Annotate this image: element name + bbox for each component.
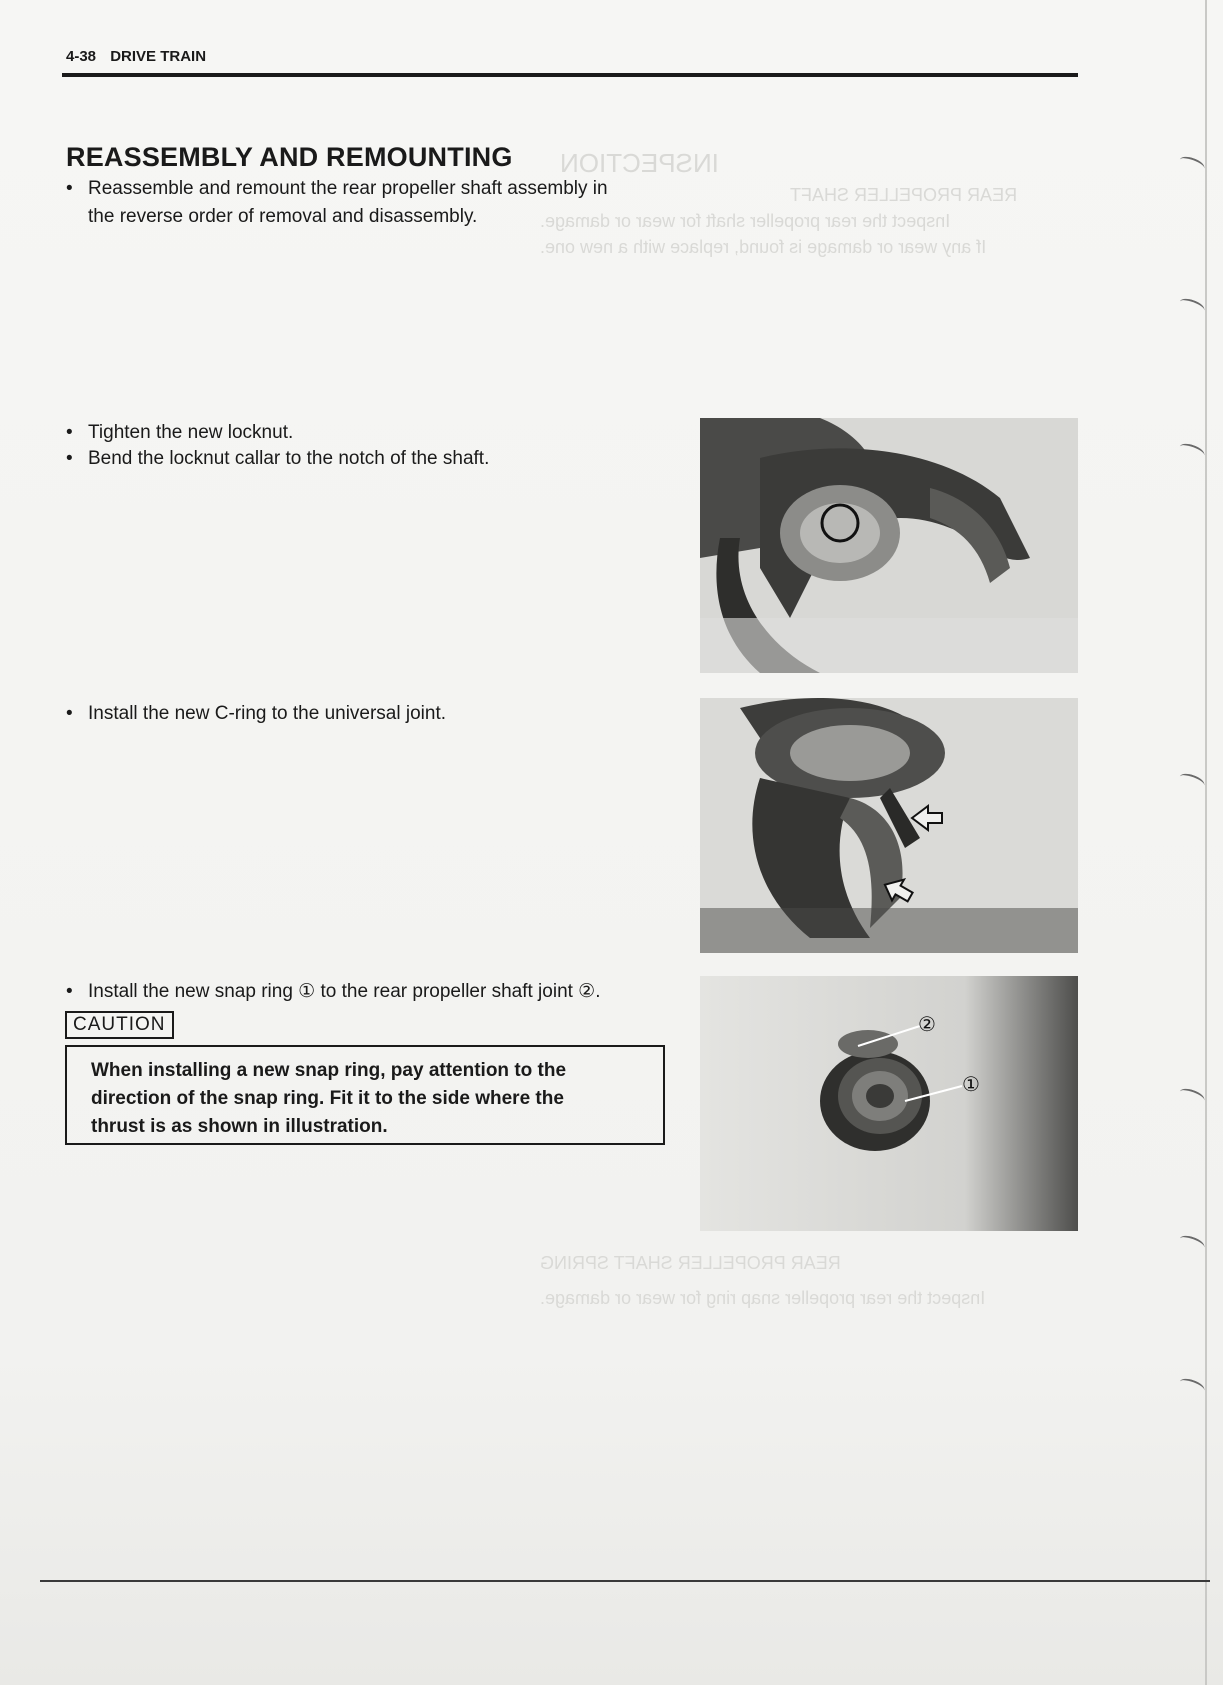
step-text: Install the new C-ring to the universal joint.: [88, 703, 447, 724]
bullet-marker: •: [66, 448, 73, 469]
photo-locknut: [700, 418, 1078, 673]
caution-text: direction of the snap ring. Fit it to the side where the: [91, 1088, 564, 1109]
show-through-text: REAR PROPELLER SHAFT SPRING: [540, 1253, 841, 1273]
caution-box: [65, 1045, 665, 1145]
caution-text: thrust is as shown in illustration.: [91, 1116, 388, 1137]
bullet-marker: •: [66, 422, 73, 443]
bottom-rule: [40, 1580, 1210, 1582]
caution-label: CAUTION: [65, 1011, 174, 1039]
show-through-text: Inspect the rear propeller shaft for wear or damage.: [540, 211, 951, 231]
bullet-marker: •: [66, 703, 73, 724]
step-text: Bend the locknut callar to the notch of the shaft.: [88, 448, 490, 469]
step-reassemble: [66, 175, 608, 231]
step-text: Install the new snap ring ① to the rear propeller shaft joint ②.: [88, 981, 601, 1002]
page-number: 4-38: [66, 48, 97, 65]
bullet-marker: •: [66, 178, 73, 199]
section-title: REASSEMBLY AND REMOUNTING: [66, 142, 513, 172]
show-through-text: REAR PROPELLER SHAFT: [790, 185, 1018, 205]
page-header: [66, 48, 206, 65]
step-install-c-ring: [66, 700, 446, 728]
show-through-text: If any wear or damage is found, replace with a new one.: [540, 237, 987, 257]
show-through-text: INSPECTION: [560, 148, 719, 178]
header-rule: [62, 73, 1078, 77]
step-text: Tighten the new locknut.: [88, 422, 294, 443]
photo-snap-ring: [700, 976, 1078, 1231]
caution-text: When installing a new snap ring, pay attention to the: [91, 1060, 567, 1081]
step-bend-collar: [66, 445, 489, 473]
step-text: Reassemble and remount the rear propeller shaft assembly in: [88, 178, 608, 199]
step-text: the reverse order of removal and disassembly.: [88, 206, 478, 227]
page-edge: [1205, 0, 1207, 1685]
step-tighten-locknut: [66, 419, 293, 447]
bullet-marker: •: [66, 981, 73, 1002]
photo-c-ring: [700, 698, 1078, 953]
step-install-snap-ring: [66, 978, 601, 1006]
show-through-text: Inspect the rear propeller snap ring for wear or damage.: [540, 1288, 986, 1308]
section-name: DRIVE TRAIN: [110, 48, 207, 65]
callout-snap-ring: ①: [962, 1074, 980, 1096]
callout-joint: ②: [918, 1014, 936, 1036]
